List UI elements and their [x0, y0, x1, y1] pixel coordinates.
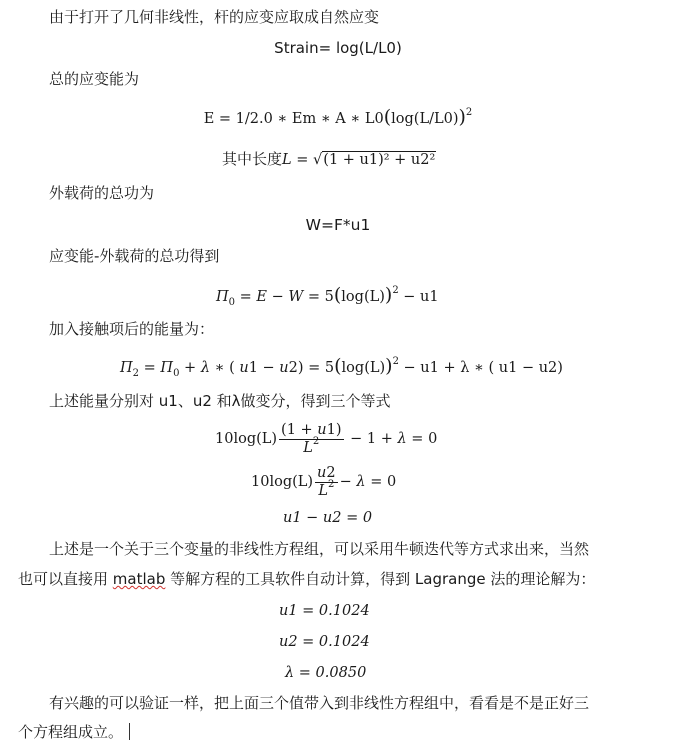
spellcheck-word-matlab[interactable]: matlab: [112, 570, 166, 588]
paragraph-strain-energy: 总的应变能为: [49, 70, 140, 88]
equation-strain-energy: E = 1/2.0 ∗ Em ∗ A ∗ $L0(\log(L/L0))^2$: [203, 106, 473, 128]
paragraph-variation: 上述能量分别对 u1、u2 和λ做变分，得到三个等式: [49, 392, 391, 410]
equation-work: W=F*u1: [305, 216, 371, 234]
paragraph-energy-minus-work: 应变能-外载荷的总功得到: [49, 247, 220, 265]
equation-length-definition: 其中长度L = √(1 + u1)² + u2²: [222, 150, 436, 168]
paragraph-solution-method-line2: 也可以直接用 matlab 等解方程的工具软件自动计算，得到 Lagrange 法的理论解为：: [18, 570, 596, 588]
equation-variation-2: 10log(L) $\frac{u2}{L^2}$ − λ = 0: [251, 464, 397, 499]
paragraph-contact-energy: 加入接触项后的能量为：: [49, 320, 215, 338]
paragraph-geometric-nonlinearity: 由于打开了几何非线性，杆的应变应取成自然应变: [49, 8, 380, 26]
result-u1: u1 = 0.1024: [279, 603, 370, 619]
paragraph-verification-line1: 有兴趣的可以验证一样，把上面三个值带入到非线性方程组中，看看是不是正好三: [49, 694, 590, 712]
equation-variation-3: u1 − u2 = 0: [283, 510, 373, 526]
paragraph-verification-line2: 个方程组成立。: [18, 723, 124, 741]
equation-pi0: $\Pi_0 = E - W = 5(\log(L))^2 - u1$: [216, 284, 439, 308]
result-u2: u2 = 0.1024: [279, 634, 370, 650]
result-lambda: λ = 0.0850: [285, 665, 367, 681]
text-cursor: [129, 723, 130, 740]
equation-variation-1: 10log(L) $\frac{(1 + u1)}{L^2}$ − 1 + λ = 0: [215, 421, 438, 456]
paragraph-external-work: 外载荷的总功为: [49, 184, 155, 202]
equation-strain: Strain= log(L/L0): [274, 39, 402, 57]
paragraph-solution-method-line1: 上述是一个关于三个变量的非线性方程组，可以采用牛顿迭代等方式求出来，当然: [49, 540, 590, 558]
equation-pi2: $\Pi_2 = \Pi_0 + \lambda$ ∗ ( $u1 - u2) = 5(\log(L))^2 - u1 + \lambda$ ∗ ( u1 − u2): [120, 355, 563, 379]
